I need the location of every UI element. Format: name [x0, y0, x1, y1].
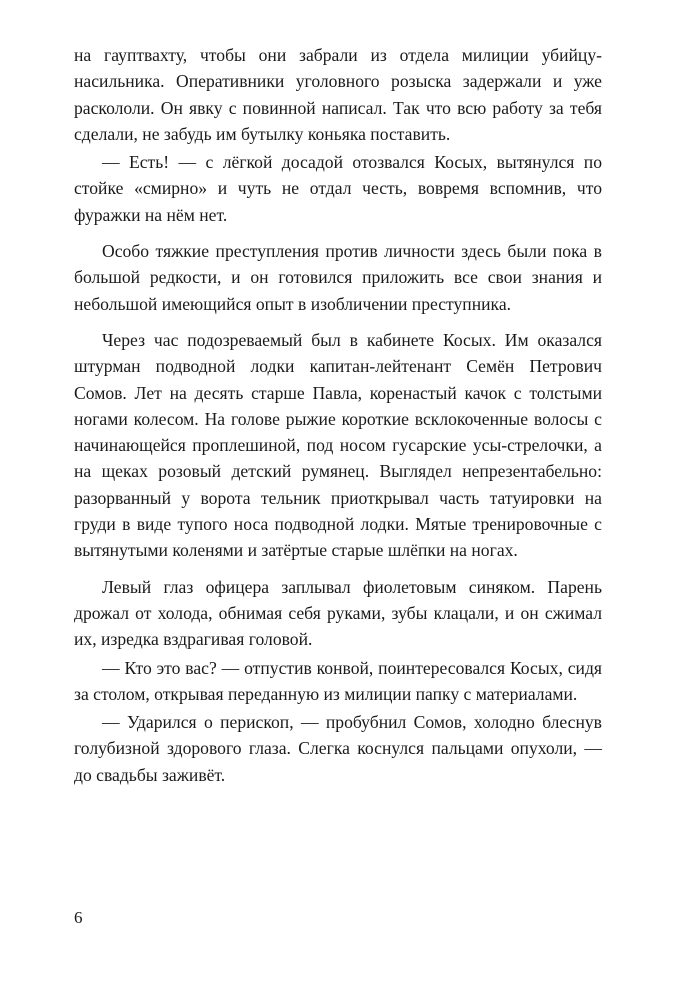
paragraph-3: Особо тяжкие преступления против личности здесь были пока в большой редкости, и он готовился приложить все свои знания и небольшой имеющийся опыт в изобличении преступника. [74, 241, 602, 314]
paragraph-1: на гауптвахту, чтобы они забрали из отдела милиции убийцу-насильника. Оперативники уголовного розыска задержали и уже раскололи. Он явку с повинной написал. Так что всю работу за тебя сделали, не забудь им бутылку коньяка поставить. [74, 45, 602, 144]
paragraph-6: — Кто это вас? — отпустив конвой, поинтересовался Косых, сидя за столом, открывая переданную из милиции папку с материалами. [74, 657, 602, 704]
page-body-text [74, 42, 602, 798]
paragraph-7: — Ударился о перископ, — пробубнил Сомов, холодно блеснув голубизной здорового глаза. Слегка коснулся пальцами опухоли, — до свадьбы заживёт. [74, 712, 602, 785]
paragraph-4: Через час подозреваемый был в кабинете Косых. Им оказался штурман подводной лодки капитан-лейтенант Семён Петрович Сомов. Лет на десять старше Павла, коренастый качок с толстыми ногами колесом. На голове рыжие короткие всклокоченные волосы с начинающейся проплешиной, под носом гусарские усы-стрелочки, а на щеках розовый детский румянец. Выглядел непрезентабельно: разорванный у ворота тельник приоткрывал часть татуировки на груди в виде тупого носа подводной лодки. Мятые тренировочные с вытянутыми коленями и затёртые старые шлёпки на ногах. [74, 329, 602, 561]
paragraph-5: Левый глаз офицера заплывал фиолетовым синяком. Парень дрожал от холода, обнимая себя руками, зубы клацали, и он сжимал их, изредка вздрагивая головой. [74, 576, 602, 650]
page-number: 6 [74, 908, 83, 927]
paragraph-2: — Есть! — с лёгкой досадой отозвался Косых, вытянулся по стойке «смирно» и чуть не отдал честь, вовремя вспомнив, что фуражки на нём нет. [74, 152, 602, 225]
